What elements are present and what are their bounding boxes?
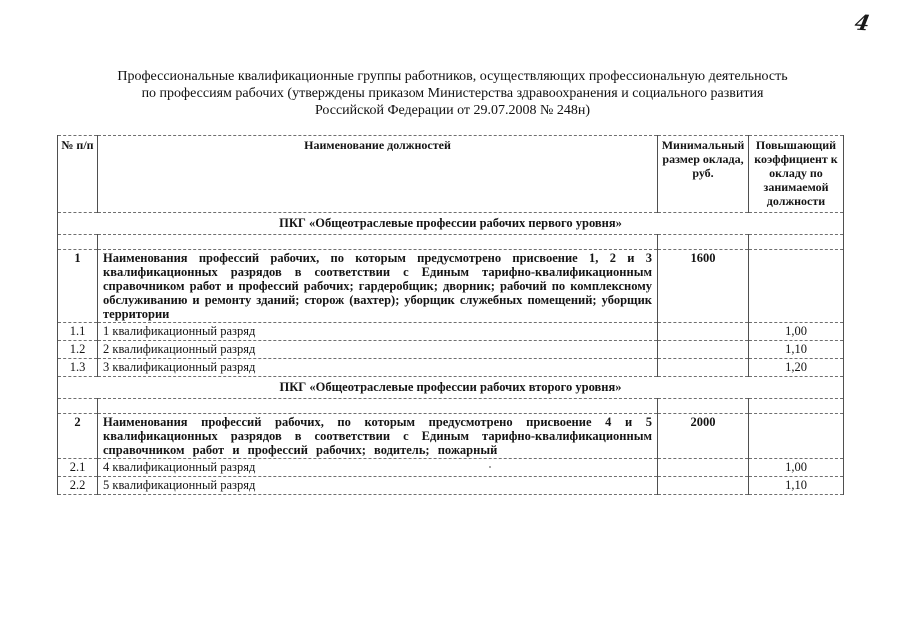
row-number: 1.1 — [58, 323, 98, 341]
row-coef: 1,00 — [749, 459, 844, 477]
row-coef: 1,10 — [749, 341, 844, 359]
row-coef: 1,00 — [749, 323, 844, 341]
table-row-1-3 — [58, 359, 844, 377]
section-title: ПКГ «Общеотраслевые профессии рабочих первого уровня» — [58, 213, 844, 235]
row-salary — [658, 359, 749, 377]
document-title — [0, 68, 905, 119]
qualification-table-container — [57, 135, 844, 495]
row-name: Наименования профессий рабочих, по которым предусмотрено присвоение 1, 2 и 3 квалификационных разрядов в соответствии с Единым тарифно-квалификационным справочником работ и профессий рабочих; гардеробщик; дворник; рабочий по комплексному обслуживанию и ремонту зданий; сторож (вахтер); уборщик служебных помещений; уборщик территории — [98, 250, 658, 323]
row-salary — [658, 477, 749, 495]
row-coef: 1,10 — [749, 477, 844, 495]
row-number: 2 — [58, 414, 98, 459]
row-name: 5 квалификационный разряд — [98, 477, 658, 495]
section-title: ПКГ «Общеотраслевые профессии рабочих второго уровня» — [58, 377, 844, 399]
row-number: 1 — [58, 250, 98, 323]
title-line-2: по профессиям рабочих (утверждены приказом Министерства здравоохранения и социального развития — [141, 86, 764, 101]
table-row-1-1 — [58, 323, 844, 341]
scan-speck — [489, 466, 491, 468]
table-header-row — [58, 136, 844, 213]
header-salary-column: Минимальный размер оклада, руб. — [658, 136, 749, 213]
row-number: 1.2 — [58, 341, 98, 359]
title-line-3: Российской Федерации от 29.07.2008 № 248н) — [314, 103, 591, 118]
qualification-table — [57, 135, 844, 495]
row-name: 2 квалификационный разряд — [98, 341, 658, 359]
row-name: 3 квалификационный разряд — [98, 359, 658, 377]
header-name-column: Наименование должностей — [98, 136, 658, 213]
row-salary — [658, 459, 749, 477]
row-number: 2.1 — [58, 459, 98, 477]
header-num-column: № п/п — [58, 136, 98, 213]
table-row-2-1 — [58, 459, 844, 477]
row-coef — [749, 414, 844, 459]
row-name: 1 квалификационный разряд — [98, 323, 658, 341]
title-line-1: Профессиональные квалификационные группы работников, осуществляющих профессиональную деятельность — [117, 69, 788, 84]
section-row-level-1 — [58, 213, 844, 235]
table-row-1 — [58, 250, 844, 323]
row-coef — [749, 250, 844, 323]
empty-row — [58, 235, 844, 250]
row-salary — [658, 323, 749, 341]
header-coef-column: Повышающий коэффициент к окладу по занимаемой должности — [749, 136, 844, 213]
table-row-2-2 — [58, 477, 844, 495]
row-number: 1.3 — [58, 359, 98, 377]
row-coef: 1,20 — [749, 359, 844, 377]
handwritten-page-number: 4 — [852, 9, 872, 36]
row-salary: 1600 — [658, 250, 749, 323]
row-number: 2.2 — [58, 477, 98, 495]
row-name: Наименования профессий рабочих, по которым предусмотрено присвоение 4 и 5 квалификационных разрядов в соответствии с Единым тарифно-квалификационным справочником работ и профессий рабочих; водитель; пожарный — [98, 414, 658, 459]
row-name: 4 квалификационный разряд — [98, 459, 658, 477]
table-row-1-2 — [58, 341, 844, 359]
empty-row — [58, 399, 844, 414]
row-salary — [658, 341, 749, 359]
section-row-level-2 — [58, 377, 844, 399]
table-row-2 — [58, 414, 844, 459]
row-salary: 2000 — [658, 414, 749, 459]
